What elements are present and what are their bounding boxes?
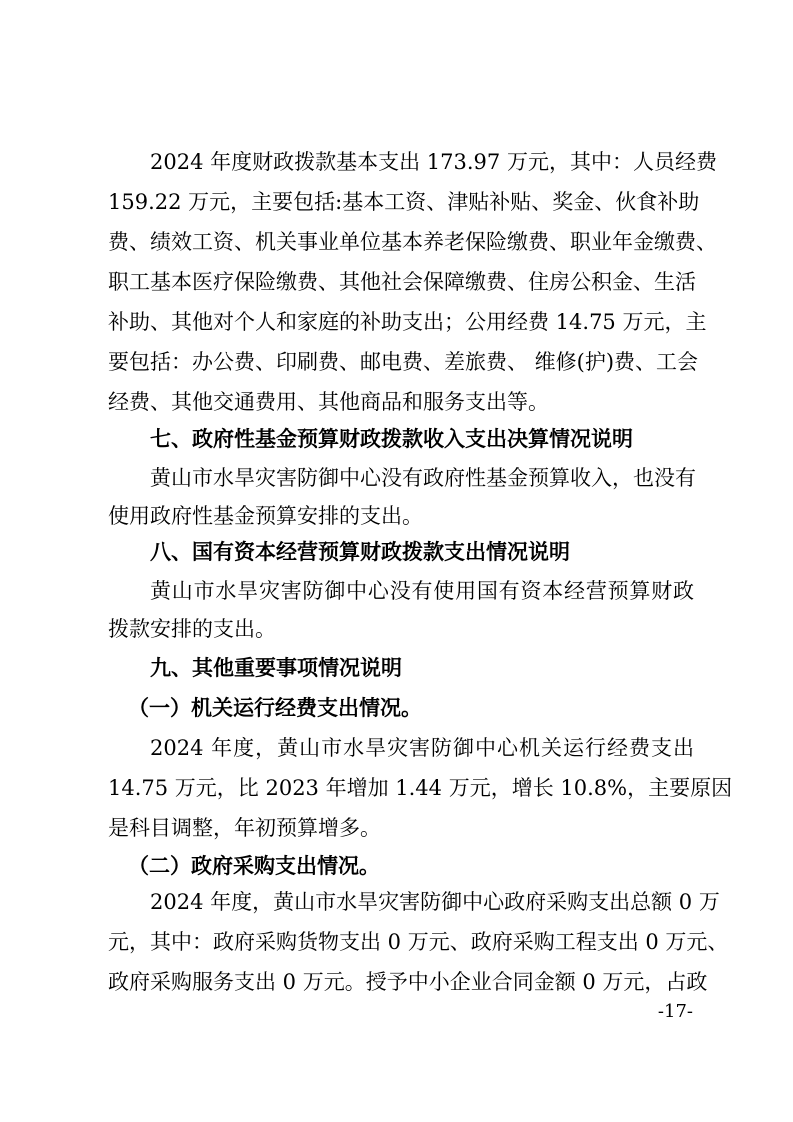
section-heading-8: 八、国有资本经营预算财政拨款支出情况说明 bbox=[150, 540, 570, 564]
paragraph-line: 要包括：办公费、印刷费、邮电费、差旅费、 维修(护)费、工会 bbox=[108, 350, 699, 374]
subheading-operating-expenses: （一）机关运行经费支出情况。 bbox=[128, 696, 422, 720]
paragraph-line: 元，其中：政府采购货物支出 0 万元、政府采购工程支出 0 万元、 bbox=[108, 930, 729, 954]
paragraph-line: 费、绩效工资、机关事业单位基本养老保险缴费、职业年金缴费、 bbox=[108, 230, 717, 254]
paragraph-line: 补助、其他对个人和家庭的补助支出；公用经费 14.75 万元，主 bbox=[108, 310, 707, 334]
paragraph-line: 拨款安排的支出。 bbox=[108, 617, 276, 641]
paragraph-line: 2024 年度财政拨款基本支出 173.97 万元，其中：人员经费 bbox=[150, 150, 717, 174]
paragraph-line: 黄山市水旱灾害防御中心没有使用国有资本经营预算财政 bbox=[150, 579, 694, 603]
paragraph-line: 159.22 万元，主要包括:基本工资、津贴补贴、奖金、伙食补助 bbox=[108, 190, 700, 214]
paragraph-line: 使用政府性基金预算安排的支出。 bbox=[108, 504, 423, 528]
paragraph-line: 2024 年度，黄山市水旱灾害防御中心政府采购支出总额 0 万 bbox=[150, 890, 720, 914]
paragraph-line: 2024 年度，黄山市水旱灾害防御中心机关运行经费支出 bbox=[150, 736, 694, 760]
page-number: -17- bbox=[657, 1001, 693, 1022]
subheading-procurement: （二）政府采购支出情况。 bbox=[128, 854, 380, 878]
paragraph-line: 经费、其他交通费用、其他商品和服务支出等。 bbox=[108, 390, 549, 414]
paragraph-line: 黄山市水旱灾害防御中心没有政府性基金预算收入，也没有 bbox=[150, 466, 696, 490]
section-heading-7: 七、政府性基金预算财政拨款收入支出决算情况说明 bbox=[150, 427, 633, 451]
section-heading-9: 九、其他重要事项情况说明 bbox=[150, 656, 402, 680]
paragraph-line: 职工基本医疗保险缴费、其他社会保障缴费、住房公积金、生活 bbox=[108, 270, 696, 294]
paragraph-line: 政府采购服务支出 0 万元。授予中小企业合同金额 0 万元，占政 bbox=[108, 970, 708, 994]
paragraph-line: 14.75 万元，比 2023 年增加 1.44 万元，增长 10.8%，主要原因 bbox=[108, 776, 733, 800]
paragraph-line: 是科目调整，年初预算增多。 bbox=[108, 816, 381, 840]
